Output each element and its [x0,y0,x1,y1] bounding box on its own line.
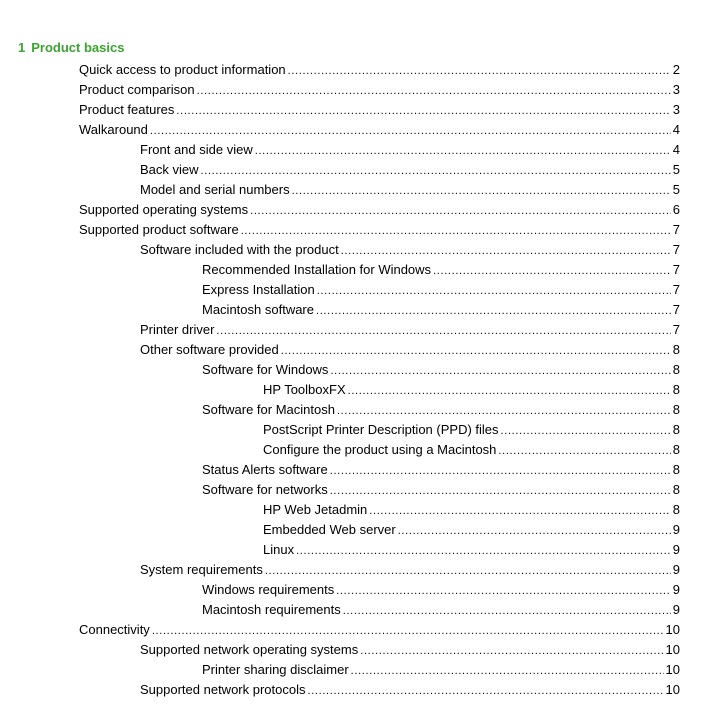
dot-leader [288,61,671,81]
toc-entry[interactable] [79,220,680,240]
dot-leader [292,181,671,201]
toc-entry-title: Embedded Web server [263,522,396,537]
toc-entry-title: Supported product software [79,222,239,237]
toc-entry-title: Printer sharing disclaimer [202,662,349,677]
dot-leader [255,141,671,161]
dot-leader [176,101,670,121]
toc-entry-page: 8 [672,442,680,457]
dot-leader [197,81,671,101]
toc-entry-title: Express Installation [202,282,315,297]
dot-leader [281,341,671,361]
toc-entry[interactable] [140,240,680,260]
toc-entry[interactable] [140,680,680,700]
toc-entry[interactable] [202,300,680,320]
toc-entry[interactable] [79,100,680,120]
toc-entry-page: 7 [672,242,680,257]
toc-entry-page: 8 [672,482,680,497]
dot-leader [343,601,671,621]
toc-entry-page: 6 [672,202,680,217]
dot-leader [330,481,671,501]
dot-leader [336,581,671,601]
toc-entry-title: Other software provided [140,342,279,357]
dot-leader [398,521,671,541]
toc-entry[interactable] [140,160,680,180]
toc-entry-page: 7 [672,282,680,297]
dot-leader [351,661,664,681]
toc-entry[interactable] [202,580,680,600]
toc-entry[interactable] [79,200,680,220]
toc-entry-title: Software included with the product [140,242,339,257]
dot-leader [341,241,671,261]
toc-entry-title: Printer driver [140,322,215,337]
toc-entry-page: 3 [672,102,680,117]
toc-entry-title: Macintosh requirements [202,602,341,617]
toc-entry-page: 5 [672,162,680,177]
toc-entry-title: Model and serial numbers [140,182,290,197]
toc-entry[interactable] [263,520,680,540]
toc-entry-page: 8 [672,422,680,437]
toc-entry[interactable] [140,560,680,580]
toc-entry-page: 8 [672,402,680,417]
chapter-number: 1 [18,40,26,55]
toc-entry-page: 9 [672,542,680,557]
toc-entry[interactable] [79,80,680,100]
toc-entry-page: 8 [672,382,680,397]
toc-entry-title: Linux [263,542,295,557]
dot-leader [317,281,671,301]
toc-entry-page: 8 [672,342,680,357]
toc-entry-page: 4 [672,122,680,137]
toc-entry-page: 8 [672,462,680,477]
toc-entry[interactable] [140,140,680,160]
toc-entry-title: HP ToolboxFX [263,382,346,397]
chapter-title: Product basics [31,40,125,55]
toc-entry-page: 7 [672,262,680,277]
toc-entry-page: 7 [672,222,680,237]
toc-entry-title: Supported network operating systems [140,642,359,657]
chapter-heading[interactable] [18,39,124,57]
dot-leader [330,461,671,481]
dot-leader [433,261,671,281]
dot-leader [241,221,671,241]
toc-entry[interactable] [202,480,680,500]
dot-leader [152,621,664,641]
toc-entry-page: 5 [672,182,680,197]
dot-leader [307,681,663,701]
toc-entry[interactable] [263,420,680,440]
toc-entry-title: Status Alerts software [202,462,328,477]
toc-entry-title: Configure the product using a Macintosh [263,442,497,457]
toc-entry-page: 4 [672,142,680,157]
dot-leader [330,361,670,381]
toc-entry-title: Front and side view [140,142,253,157]
toc-entry[interactable] [79,60,680,80]
toc-entry-page: 10 [665,622,680,637]
dot-leader [296,541,671,561]
toc-entry-page: 8 [672,502,680,517]
dot-leader [360,641,663,661]
toc-entry-page: 2 [672,62,680,77]
toc-entry[interactable] [140,320,680,340]
toc-entry-page: 7 [672,302,680,317]
toc-entry[interactable] [263,440,680,460]
toc-entry-title: Software for networks [202,482,328,497]
toc-entry-title: Product features [79,102,175,117]
toc-entry-title: Windows requirements [202,582,335,597]
dot-leader [201,161,671,181]
toc-entry[interactable] [79,120,680,140]
toc-entry[interactable] [202,400,680,420]
toc-entry-page: 9 [672,522,680,537]
toc-entry-title: Quick access to product information [79,62,286,77]
dot-leader [150,121,671,141]
dot-leader [498,441,670,461]
toc-entry[interactable] [263,380,680,400]
toc-entry[interactable] [140,640,680,660]
toc-entry-page: 10 [665,682,680,697]
dot-leader [250,201,671,221]
toc-entry[interactable] [202,460,680,480]
toc-entry-title: Product comparison [79,82,195,97]
toc-entry-title: Supported operating systems [79,202,249,217]
toc-entry[interactable] [202,600,680,620]
toc-entry-page: 10 [665,662,680,677]
toc-entry[interactable] [79,620,680,640]
dot-leader [337,401,671,421]
dot-leader [265,561,671,581]
dot-leader [501,421,671,441]
toc-entry-title: System requirements [140,562,263,577]
dot-leader [316,301,671,321]
toc-entry-title: PostScript Printer Description (PPD) files [263,422,499,437]
toc-entry-title: Macintosh software [202,302,314,317]
dot-leader [348,381,671,401]
toc-entry-page: 7 [672,322,680,337]
toc-entry[interactable] [140,340,680,360]
toc-entry-title: Software for Macintosh [202,402,335,417]
toc-entry-title: Walkaround [79,122,148,137]
toc-entry-title: Supported network protocols [140,682,306,697]
toc-entry[interactable] [202,660,680,680]
toc-entry-page: 8 [672,362,680,377]
toc-entry[interactable] [140,180,680,200]
toc-entry-page: 10 [665,642,680,657]
toc-entry[interactable] [202,280,680,300]
toc-entry-page: 9 [672,602,680,617]
dot-leader [369,501,670,521]
toc-entry-page: 9 [672,562,680,577]
toc-entry-page: 9 [672,582,680,597]
toc-entry-title: Connectivity [79,622,150,637]
toc-entry[interactable] [202,260,680,280]
toc-entry[interactable] [263,500,680,520]
toc-entry-title: Back view [140,162,199,177]
toc-entry-title: Recommended Installation for Windows [202,262,432,277]
toc-entry-page: 3 [672,82,680,97]
dot-leader [216,321,670,341]
toc-entry-title: HP Web Jetadmin [263,502,368,517]
toc-entry[interactable] [263,540,680,560]
toc-entry[interactable] [202,360,680,380]
toc-entry-title: Software for Windows [202,362,329,377]
